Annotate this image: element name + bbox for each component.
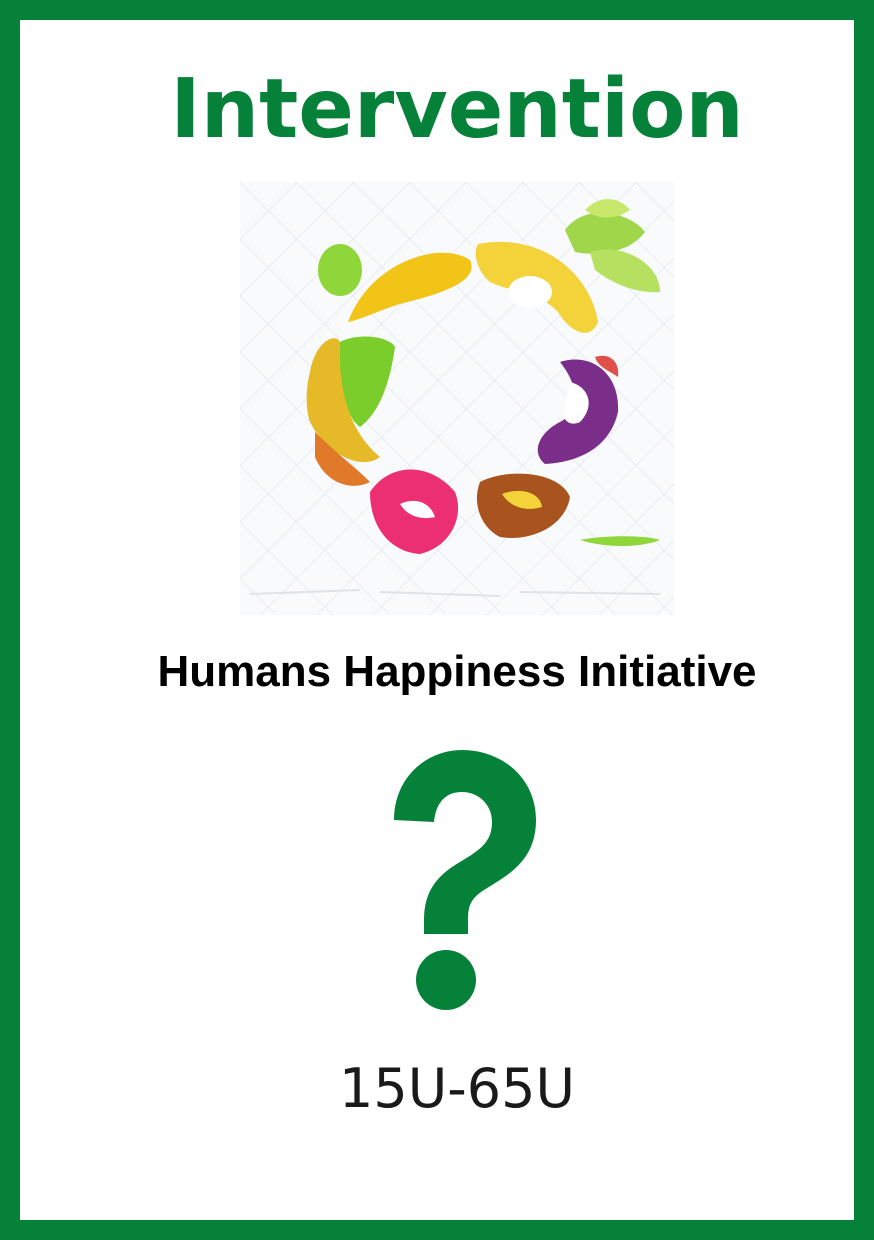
question-mark-icon (372, 744, 544, 1012)
initiative-name: Humans Happiness Initiative (157, 647, 757, 696)
card-title: Intervention (170, 62, 744, 157)
age-range: 15U-65U (339, 1057, 575, 1120)
colorful-circular-logo-icon (240, 182, 674, 615)
